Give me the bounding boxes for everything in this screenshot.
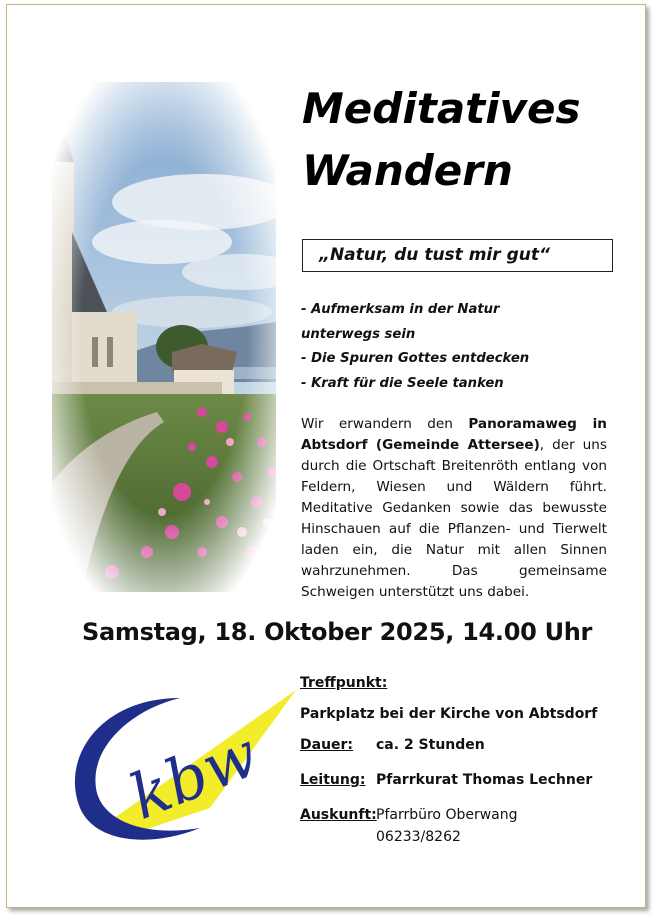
title-line-1: Meditatives	[302, 84, 581, 133]
event-title	[302, 78, 632, 202]
event-description	[301, 414, 607, 603]
logo-text: kbw	[119, 717, 269, 834]
contact-value-2: 06233/8262	[376, 829, 461, 845]
duration-label: Dauer:	[300, 737, 354, 753]
description-highlight: Panoramaweg in Abtsdorf (Gemeinde Attersee)	[301, 416, 607, 453]
lead-value: Pfarrkurat Thomas Lechner	[376, 772, 593, 788]
motto-text: „Natur, du tust mir gut“	[319, 245, 550, 265]
bullet-line: - Die Spuren Gottes entdecken	[301, 351, 530, 366]
description-text-1: Wir erwandern den	[301, 416, 469, 432]
church-meadow-photo	[52, 82, 276, 592]
bullet-line: - Aufmerksam in der Natur	[301, 302, 500, 317]
bullet-list	[301, 298, 611, 396]
bullet-line: unterwegs sein	[301, 326, 416, 342]
duration-value: ca. 2 Stunden	[376, 737, 485, 753]
lead-label: Leitung:	[300, 772, 366, 788]
contact-value-1: Pfarrbüro Oberwang	[376, 807, 518, 823]
bullet-line: - Kraft für die Seele tanken	[301, 375, 504, 391]
event-date: Samstag, 18. Oktober 2025, 14.00 Uhr	[82, 618, 593, 646]
meeting-label: Treffpunkt:	[300, 675, 388, 691]
meeting-value: Parkplatz bei der Kirche von Abtsdorf	[300, 706, 598, 722]
kbw-logo	[60, 688, 300, 848]
description-text-2: , der uns durch die Ortschaft Breitenröth entlang von Feldern, Wiesen und Wäldern führt. Meditative Gedanken sowie das bewusste Hinschauen auf die Pflanzen- und Tierwelt laden ein, die Natur mit allen Sinnen wahrzunehmen. Das gemeinsame Schweigen unterstützt uns dabei.	[301, 437, 607, 600]
motto-box	[302, 239, 613, 272]
title-line-2: Wandern	[302, 146, 513, 195]
contact-label: Auskunft:	[300, 807, 377, 823]
